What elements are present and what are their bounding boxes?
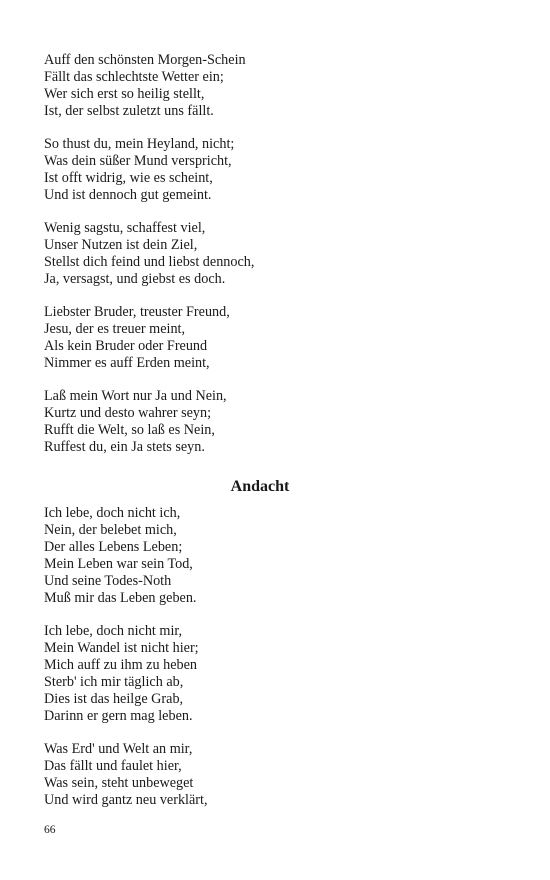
verse-line: Laß mein Wort nur Ja und Nein, bbox=[44, 388, 227, 404]
verse-line: Und ist dennoch gut gemeint. bbox=[44, 187, 212, 203]
verse-line: Was Erd' und Welt an mir, bbox=[44, 741, 193, 757]
verse-line: So thust du, mein Heyland, nicht; bbox=[44, 136, 235, 152]
verse-line: Muß mir das Leben geben. bbox=[44, 590, 197, 606]
verse-line: Ja, versagst, und giebst es doch. bbox=[44, 271, 226, 287]
verse-line: Unser Nutzen ist dein Ziel, bbox=[44, 237, 198, 253]
verse-line: Liebster Bruder, treuster Freund, bbox=[44, 304, 230, 320]
verse-line: Kurtz und desto wahrer seyn; bbox=[44, 405, 212, 421]
verse-line: Als kein Bruder oder Freund bbox=[44, 338, 208, 354]
verse-line: Sterb' ich mir täglich ab, bbox=[44, 674, 184, 690]
page-number: 66 bbox=[44, 824, 56, 836]
poem1-stanza-4 bbox=[44, 304, 230, 372]
verse-line: Nein, der belebet mich, bbox=[44, 522, 177, 538]
verse-line: Ich lebe, doch nicht ich, bbox=[44, 505, 181, 521]
verse-line: Der alles Lebens Leben; bbox=[44, 539, 183, 555]
poem2-stanza-3 bbox=[44, 741, 208, 809]
poem1-stanza-3 bbox=[44, 220, 254, 288]
verse-line: Ich lebe, doch nicht mir, bbox=[44, 623, 183, 639]
poem1-stanza-5 bbox=[44, 388, 227, 456]
verse-line: Das fällt und faulet hier, bbox=[44, 758, 182, 774]
verse-line: Ruffest du, ein Ja stets seyn. bbox=[44, 439, 205, 455]
verse-line: Und seine Todes-Noth bbox=[44, 573, 172, 589]
verse-line: Ist offt widrig, wie es scheint, bbox=[44, 170, 213, 186]
verse-line: Mein Wandel ist nicht hier; bbox=[44, 640, 199, 656]
verse-line: Was sein, steht unbeweget bbox=[44, 775, 194, 791]
poem2-stanza-1 bbox=[44, 505, 196, 607]
verse-line: Mein Leben war sein Tod, bbox=[44, 556, 193, 572]
verse-line: Rufft die Welt, so laß es Nein, bbox=[44, 422, 215, 438]
poem-title: Andacht bbox=[230, 478, 290, 495]
verse-line: Jesu, der es treuer meint, bbox=[44, 321, 186, 337]
verse-line: Dies ist das heilge Grab, bbox=[44, 691, 184, 707]
verse-line: Darinn er gern mag leben. bbox=[44, 708, 193, 724]
verse-line: Auff den schönsten Morgen-Schein bbox=[44, 52, 246, 68]
verse-line: Wer sich erst so heilig stellt, bbox=[44, 86, 205, 102]
poem1-stanza-1 bbox=[44, 52, 246, 120]
verse-line: Was dein süßer Mund verspricht, bbox=[44, 153, 232, 169]
verse-line: Wenig sagstu, schaffest viel, bbox=[44, 220, 206, 236]
verse-line: Und wird gantz neu verklärt, bbox=[44, 792, 208, 808]
verse-line: Ist, der selbst zuletzt uns fällt. bbox=[44, 103, 214, 119]
poem2-stanza-2 bbox=[44, 623, 199, 725]
verse-line: Fällt das schlechtste Wetter ein; bbox=[44, 69, 224, 85]
poem1-stanza-2 bbox=[44, 136, 234, 204]
verse-line: Mich auff zu ihm zu heben bbox=[44, 657, 197, 673]
verse-line: Stellst dich feind und liebst dennoch, bbox=[44, 254, 255, 270]
verse-line: Nimmer es auff Erden meint, bbox=[44, 355, 210, 371]
